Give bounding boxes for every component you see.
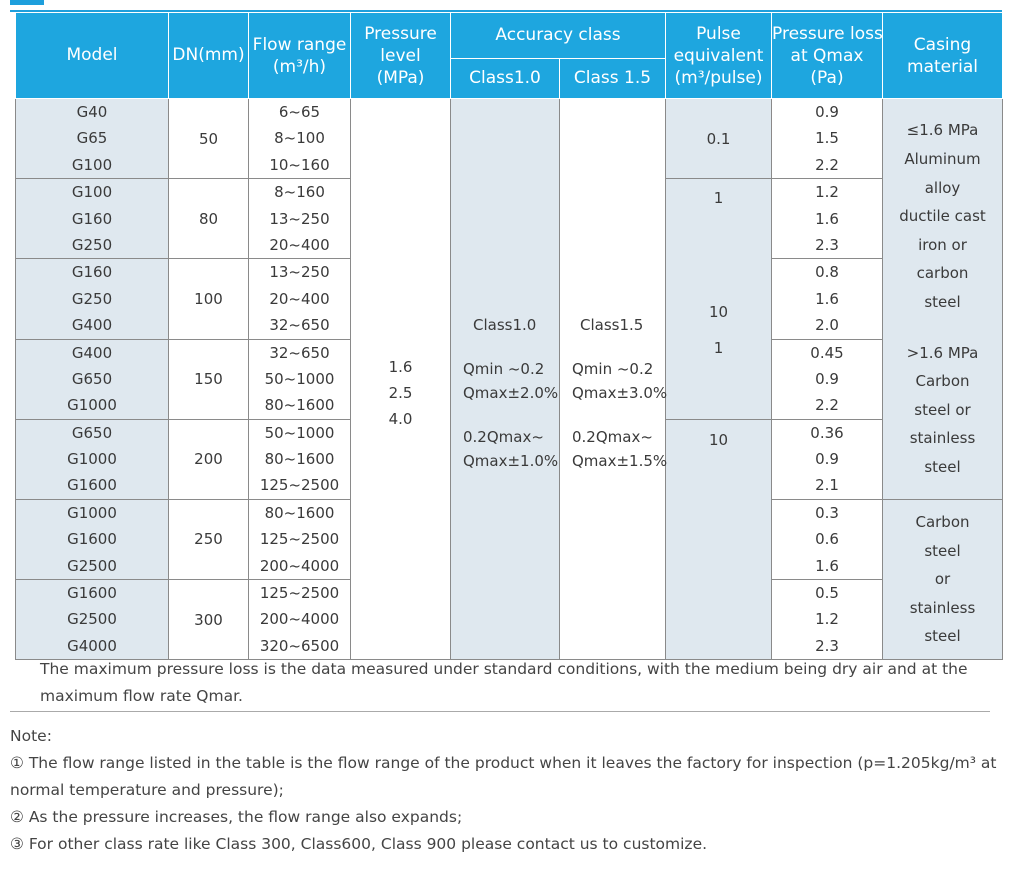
accuracy-class-1-0-cell: Class1.0 Qmin ~0.2 Qmax±2.0% 0.2Qmax~ Qmax±1.0% — [451, 99, 560, 660]
model-cell: G400 G650 G1000 — [16, 339, 169, 419]
pressure-loss-cell: 0.45 0.9 2.2 — [772, 339, 883, 419]
flow-cell: 50~1000 80~1600 125~2500 — [249, 419, 351, 499]
col-model: Model — [16, 13, 169, 99]
pressure-loss-cell: 0.36 0.9 2.1 — [772, 419, 883, 499]
spec-table — [15, 12, 1003, 660]
flow-cell: 8~160 13~250 20~400 — [249, 179, 351, 259]
pulse-cell: 0.1 — [666, 99, 772, 179]
accuracy-class-1-5-cell: Class1.5 Qmin ~0.2 Qmax±3.0% 0.2Qmax~ Qmax±1.5% — [560, 99, 666, 660]
dn-cell: 200 — [169, 419, 249, 499]
col-pressure-level: Pressure level (MPa) — [351, 13, 451, 99]
flow-cell: 80~1600 125~2500 200~4000 — [249, 499, 351, 579]
pressure-loss-cell: 1.2 1.6 2.3 — [772, 179, 883, 259]
col-accuracy-class: Accuracy class — [451, 13, 666, 59]
notes-title: Note: — [10, 727, 52, 745]
pressure-loss-cell: 0.3 0.6 1.6 — [772, 499, 883, 579]
casing-lower-cell: Carbon steel or stainless steel — [883, 499, 1003, 659]
dn-cell: 150 — [169, 339, 249, 419]
model-cell: G1600 G2500 G4000 — [16, 580, 169, 660]
pressure-loss-cell: 0.8 1.6 2.0 — [772, 259, 883, 339]
col-dn: DN(mm) — [169, 13, 249, 99]
model-cell: G650 G1000 G1600 — [16, 419, 169, 499]
flow-cell: 13~250 20~400 32~650 — [249, 259, 351, 339]
col-casing-material: Casing material — [883, 13, 1003, 99]
dn-cell: 250 — [169, 499, 249, 579]
model-cell: G40 G65 G100 — [16, 99, 169, 179]
note-1: ① The flow range listed in the table is the flow range of the product when it leaves the factory for inspection (p=1.205kg/m³ at normal temperature and pressure); — [10, 754, 997, 799]
notes-section — [10, 723, 1000, 858]
pulse-cell: 1 10 — [666, 419, 772, 660]
accent-bar — [10, 0, 44, 5]
pressure-loss-cell: 0.5 1.2 2.3 — [772, 580, 883, 660]
model-cell: G160 G250 G400 — [16, 259, 169, 339]
table-footnote: The maximum pressure loss is the data measured under standard conditions, with the medium being dry air and at the maximum flow rate Qmar. — [40, 660, 968, 705]
dn-cell: 50 — [169, 99, 249, 179]
col-pressure-loss: Pressure loss at Qmax (Pa) — [772, 13, 883, 99]
flow-cell: 32~650 50~1000 80~1600 — [249, 339, 351, 419]
model-cell: G100 G160 G250 — [16, 179, 169, 259]
model-cell: G1000 G1600 G2500 — [16, 499, 169, 579]
divider — [10, 711, 990, 712]
flow-cell: 125~2500 200~4000 320~6500 — [249, 580, 351, 660]
pressure-level-cell: 1.6 2.5 4.0 — [351, 99, 451, 660]
casing-upper-cell: ≤1.6 MPa Aluminum alloy ductile cast iron or carbon steel >1.6 MPa Carbon steel or stainless steel — [883, 99, 1003, 500]
note-2: ② As the pressure increases, the flow range also expands; — [10, 808, 463, 826]
pressure-loss-cell: 0.9 1.5 2.2 — [772, 99, 883, 179]
pulse-cell: 1 10 — [666, 179, 772, 420]
dn-cell: 80 — [169, 179, 249, 259]
col-pulse-equivalent: Pulse equivalent (m³/pulse) — [666, 13, 772, 99]
note-3: ③ For other class rate like Class 300, Class600, Class 900 please contact us to customize. — [10, 835, 708, 853]
col-class-1-5: Class 1.5 — [560, 59, 666, 99]
dn-cell: 300 — [169, 580, 249, 660]
col-flow-range: Flow range (m³/h) — [249, 13, 351, 99]
dn-cell: 100 — [169, 259, 249, 339]
flow-cell: 6~65 8~100 10~160 — [249, 99, 351, 179]
col-class-1-0: Class1.0 — [451, 59, 560, 99]
